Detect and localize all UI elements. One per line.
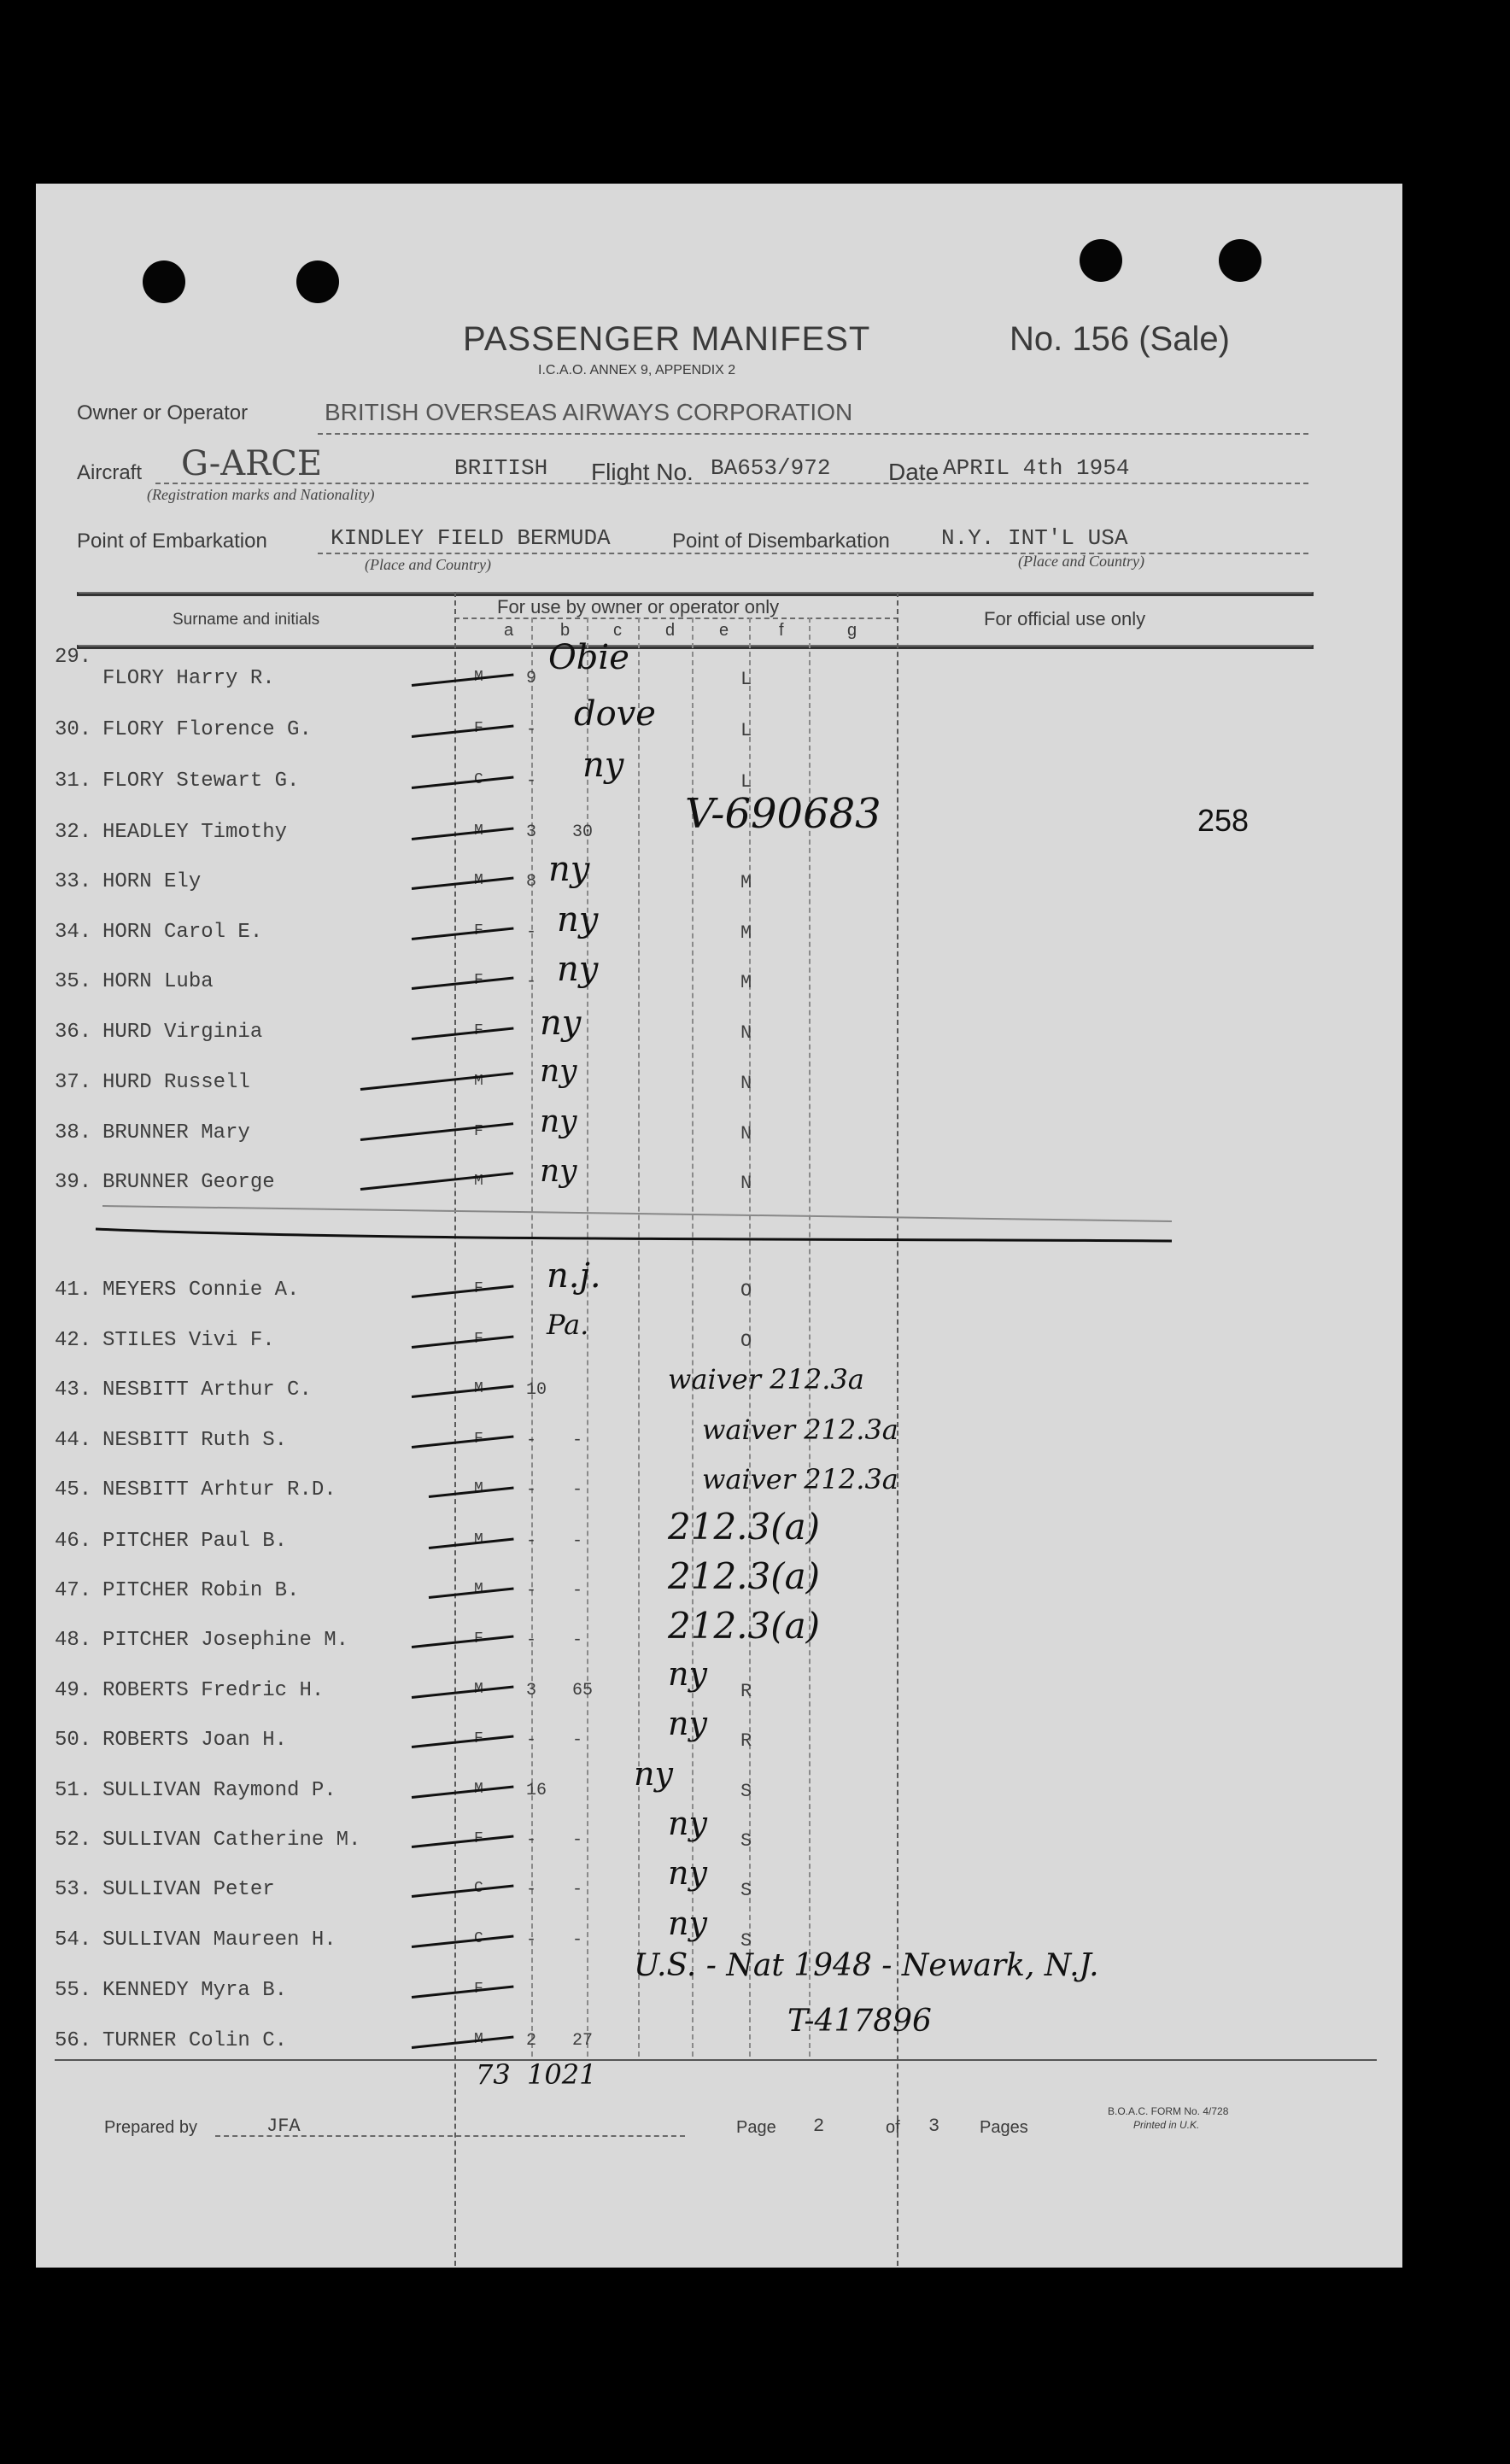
row-number: 39. bbox=[55, 1171, 92, 1194]
handwritten-note: waiver 212.3a bbox=[702, 1413, 898, 1446]
passenger-name: TURNER Colin C. bbox=[102, 2029, 288, 2052]
form-number: B.O.A.C. FORM No. 4/728 bbox=[1108, 2105, 1229, 2117]
sex-code: F bbox=[474, 720, 483, 737]
passenger-name: HORN Luba bbox=[102, 970, 214, 993]
passenger-name: ROBERTS Joan H. bbox=[102, 1729, 288, 1752]
embarkation-label: Point of Embarkation bbox=[77, 530, 267, 553]
of-value: 3 bbox=[928, 2116, 940, 2137]
of-label: of bbox=[886, 2118, 900, 2137]
col-f-value: S bbox=[740, 1930, 752, 1952]
handwritten-note: 212.3(a) bbox=[668, 1506, 821, 1548]
disembarkation-note: (Place and Country) bbox=[1018, 553, 1144, 570]
col-f-value: O bbox=[740, 1331, 752, 1352]
col-b-value: 9 bbox=[526, 669, 537, 688]
sex-code: M bbox=[474, 822, 483, 840]
col-f-value: N bbox=[740, 1022, 752, 1044]
col-b-value: - bbox=[526, 1880, 537, 1899]
col-f-value: R bbox=[740, 1681, 752, 1702]
subcol-letter: g bbox=[847, 621, 857, 640]
row-number: 48. bbox=[55, 1629, 92, 1652]
col-b-value: - bbox=[526, 1480, 537, 1500]
sex-code: M bbox=[474, 1581, 483, 1598]
row-number: 37. bbox=[55, 1071, 92, 1094]
sex-code: F bbox=[474, 1981, 483, 1998]
handwritten-note: 212.3(a) bbox=[668, 1605, 821, 1647]
aircraft-label: Aircraft bbox=[77, 461, 143, 484]
sex-code: F bbox=[474, 1123, 483, 1140]
handwritten-note: n.j. bbox=[547, 1256, 601, 1296]
col-b-value: 2 bbox=[526, 2031, 537, 2051]
row-number: 41. bbox=[55, 1279, 92, 1302]
subcol-letter: c bbox=[613, 621, 622, 640]
prepared-label: Prepared by bbox=[104, 2118, 197, 2137]
row-number: 43. bbox=[55, 1378, 92, 1402]
row-number: 50. bbox=[55, 1729, 92, 1752]
passenger-name: SULLIVAN Raymond P. bbox=[102, 1779, 337, 1802]
col-header-name: Surname and initials bbox=[173, 611, 320, 629]
handwritten-note: Obie bbox=[548, 638, 629, 677]
passenger-name: FLORY Stewart G. bbox=[102, 770, 300, 793]
passenger-name: HEADLEY Timothy bbox=[102, 821, 288, 844]
aircraft-note: (Registration marks and Nationality) bbox=[147, 486, 375, 503]
row-number: 34. bbox=[55, 921, 92, 944]
sex-code: M bbox=[474, 2031, 483, 2048]
col-b-value: - bbox=[526, 1531, 537, 1551]
col-header-official: For official use only bbox=[984, 608, 1146, 629]
col-c-value: - bbox=[572, 1581, 583, 1601]
page-label: Page bbox=[736, 2118, 776, 2137]
passenger-name: SULLIVAN Peter bbox=[102, 1878, 275, 1901]
handwritten-note: ny bbox=[540, 1004, 582, 1043]
col-f-value: O bbox=[740, 1280, 752, 1302]
official-note: 258 bbox=[1197, 803, 1250, 838]
sex-code: F bbox=[474, 1730, 483, 1747]
row-number: 31. bbox=[55, 770, 92, 793]
col-b-value: 3 bbox=[526, 822, 537, 842]
embarkation-value: KINDLEY FIELD BERMUDA bbox=[331, 525, 611, 551]
col-f-value: L bbox=[740, 720, 752, 741]
subcol-letter: f bbox=[779, 621, 784, 640]
row-number: 53. bbox=[55, 1878, 92, 1901]
disembarkation-label: Point of Disembarkation bbox=[672, 530, 890, 553]
disembarkation-value: N.Y. INT'L USA bbox=[941, 525, 1128, 551]
totals-b: 73 bbox=[476, 2058, 511, 2091]
row-number: 29. bbox=[55, 646, 92, 669]
col-b-value: 10 bbox=[526, 1380, 547, 1400]
subcol-letter: d bbox=[665, 621, 676, 640]
passenger-name: SULLIVAN Catherine M. bbox=[102, 1829, 361, 1852]
passenger-name: FLORY Florence G. bbox=[102, 718, 312, 741]
col-b-value: - bbox=[526, 1930, 537, 1950]
col-b-value: 3 bbox=[526, 1681, 537, 1700]
col-f-value: N bbox=[740, 1173, 752, 1194]
row-number: 47. bbox=[55, 1579, 92, 1602]
sex-code: M bbox=[474, 1531, 483, 1548]
col-b-value: 16 bbox=[526, 1781, 547, 1800]
row-number: 44. bbox=[55, 1429, 92, 1452]
col-c-value: 65 bbox=[572, 1681, 594, 1700]
col-b-value: - bbox=[526, 1830, 537, 1850]
handwritten-note: ny bbox=[540, 1154, 577, 1189]
col-b-value: - bbox=[526, 922, 537, 942]
sex-code: M bbox=[474, 1781, 483, 1798]
handwritten-note: ny bbox=[634, 1755, 673, 1793]
passenger-name: HURD Russell bbox=[102, 1071, 250, 1094]
subcol-letter: a bbox=[504, 621, 514, 640]
col-c-value: - bbox=[572, 1880, 583, 1899]
passenger-name: BRUNNER Mary bbox=[102, 1121, 250, 1144]
row-number: 38. bbox=[55, 1121, 92, 1144]
col-b-value: - bbox=[526, 972, 537, 992]
flight-label: Flight No. bbox=[591, 459, 694, 485]
owner-value: BRITISH OVERSEAS AIRWAYS CORPORATION bbox=[325, 399, 853, 425]
owner-label: Owner or Operator bbox=[77, 401, 249, 424]
passenger-name: SULLIVAN Maureen H. bbox=[102, 1928, 337, 1952]
passenger-name: NESBITT Arhtur R.D. bbox=[102, 1478, 337, 1501]
col-f-value: N bbox=[740, 1123, 752, 1144]
col-b-value: 8 bbox=[526, 872, 537, 892]
manifest-sheet bbox=[36, 184, 1402, 2268]
passenger-name: NESBITT Arthur C. bbox=[102, 1378, 312, 1402]
col-b-value: - bbox=[526, 1431, 537, 1450]
passenger-name: HURD Virginia bbox=[102, 1021, 263, 1044]
col-c-value: - bbox=[572, 1930, 583, 1950]
handwritten-note: ny bbox=[668, 1805, 707, 1842]
sex-code: M bbox=[474, 1681, 483, 1698]
handwritten-note: ny bbox=[668, 1905, 707, 1942]
passenger-name: PITCHER Robin B. bbox=[102, 1579, 300, 1602]
date-value: APRIL 4th 1954 bbox=[943, 455, 1130, 481]
pages-label: Pages bbox=[980, 2118, 1028, 2137]
passenger-name: HORN Ely bbox=[102, 870, 202, 893]
page-value: 2 bbox=[813, 2116, 825, 2137]
handwritten-note: Pa. bbox=[547, 1308, 589, 1341]
prepared-rule bbox=[215, 2135, 685, 2137]
row-number: 33. bbox=[55, 870, 92, 893]
prepared-value: JFA bbox=[266, 2116, 301, 2137]
passenger-name: BRUNNER George bbox=[102, 1171, 275, 1194]
col-f-value: N bbox=[740, 1073, 752, 1094]
passenger-name: FLORY Harry R. bbox=[102, 667, 275, 690]
sex-code: M bbox=[474, 669, 483, 686]
sex-code: F bbox=[474, 1431, 483, 1448]
handwritten-note: U.S. - Nat 1948 - Newark, N.J. bbox=[634, 1948, 1099, 1983]
sex-code: F bbox=[474, 1830, 483, 1847]
row-number: 35. bbox=[55, 970, 92, 993]
row-number: 52. bbox=[55, 1829, 92, 1852]
passenger-name: ROBERTS Fredric H. bbox=[102, 1679, 325, 1702]
passenger-name: PITCHER Josephine M. bbox=[102, 1629, 349, 1652]
col-c-value: 30 bbox=[572, 822, 594, 842]
form-subtitle: I.C.A.O. ANNEX 9, APPENDIX 2 bbox=[538, 363, 736, 378]
handwritten-note: V-690683 bbox=[685, 790, 881, 838]
row-number: 56. bbox=[55, 2029, 92, 2052]
row-number: 46. bbox=[55, 1530, 92, 1553]
col-c-value: 27 bbox=[572, 2031, 594, 2051]
col-f-value: M bbox=[740, 922, 752, 944]
handwritten-note: T-417896 bbox=[787, 2004, 932, 2039]
passenger-name: KENNEDY Myra B. bbox=[102, 1979, 288, 2002]
handwritten-note: ny bbox=[582, 746, 624, 785]
sex-code: C bbox=[474, 1880, 483, 1897]
col-b-value: - bbox=[526, 1581, 537, 1601]
separator-stroke bbox=[96, 1229, 1172, 1241]
sex-code: F bbox=[474, 1630, 483, 1648]
subcol-letter: b bbox=[560, 621, 571, 640]
form-title: PASSENGER MANIFEST bbox=[463, 320, 871, 358]
row-number: 32. bbox=[55, 821, 92, 844]
col-c-value: - bbox=[572, 1630, 583, 1650]
passenger-name: NESBITT Ruth S. bbox=[102, 1429, 288, 1452]
manifest-number: No. 156 (Sale) bbox=[1010, 320, 1230, 358]
sex-code: F bbox=[474, 1022, 483, 1039]
row-number: 45. bbox=[55, 1478, 92, 1501]
col-header-owner: For use by owner or operator only bbox=[497, 596, 780, 617]
sex-code: F bbox=[474, 972, 483, 989]
handwritten-note: ny bbox=[540, 1104, 577, 1139]
sex-code: F bbox=[474, 922, 483, 939]
sex-code: M bbox=[474, 1073, 483, 1090]
sex-code: M bbox=[474, 872, 483, 889]
handwritten-note: dove bbox=[574, 694, 656, 734]
passenger-name: MEYERS Connie A. bbox=[102, 1279, 300, 1302]
row-number: 49. bbox=[55, 1679, 92, 1702]
col-f-value: M bbox=[740, 872, 752, 893]
handwritten-note: ny bbox=[548, 850, 590, 889]
handwritten-note: ny bbox=[668, 1854, 707, 1892]
passenger-name: HORN Carol E. bbox=[102, 921, 263, 944]
col-c-value: - bbox=[572, 1730, 583, 1750]
row-number: 30. bbox=[55, 718, 92, 741]
row-number: 42. bbox=[55, 1329, 92, 1352]
col-b-value: - bbox=[526, 720, 537, 740]
handwritten-note: 212.3(a) bbox=[668, 1555, 821, 1597]
handwritten-note: ny bbox=[668, 1655, 707, 1693]
sex-code: F bbox=[474, 1331, 483, 1348]
col-f-value: S bbox=[740, 1830, 752, 1852]
col-b-value: - bbox=[526, 1730, 537, 1750]
aircraft-value: G-ARCE bbox=[181, 444, 323, 483]
col-f-value: L bbox=[740, 771, 752, 793]
embarkation-note: (Place and Country) bbox=[365, 556, 491, 573]
sex-code: M bbox=[474, 1173, 483, 1190]
aircraft-nationality: BRITISH bbox=[454, 455, 548, 481]
date-label: Date bbox=[888, 459, 939, 485]
separator-faint bbox=[102, 1206, 1172, 1221]
col-b-value: - bbox=[526, 1630, 537, 1650]
passenger-name: STILES Vivi F. bbox=[102, 1329, 275, 1352]
sex-code: C bbox=[474, 1930, 483, 1947]
row-number: 54. bbox=[55, 1928, 92, 1952]
passenger-name: PITCHER Paul B. bbox=[102, 1530, 288, 1553]
printed-in: Printed in U.K. bbox=[1133, 2119, 1200, 2131]
ink-strokes bbox=[36, 184, 1402, 2268]
sex-code: F bbox=[474, 1280, 483, 1297]
handwritten-note: waiver 212.3a bbox=[668, 1363, 864, 1396]
handwritten-note: ny bbox=[557, 900, 599, 939]
col-f-value: L bbox=[740, 669, 752, 690]
col-c-value: - bbox=[572, 1480, 583, 1500]
sex-code: M bbox=[474, 1380, 483, 1397]
col-c-value: - bbox=[572, 1830, 583, 1850]
col-b-value: - bbox=[526, 771, 537, 791]
subcol-letter: e bbox=[719, 621, 729, 640]
sex-code: C bbox=[474, 771, 483, 788]
sex-code: M bbox=[474, 1480, 483, 1497]
handwritten-note: ny bbox=[540, 1054, 577, 1089]
flight-value: BA653/972 bbox=[711, 455, 831, 481]
handwritten-note: ny bbox=[668, 1705, 707, 1742]
col-f-value: R bbox=[740, 1730, 752, 1752]
handwritten-note: ny bbox=[557, 950, 599, 989]
handwritten-note: waiver 212.3a bbox=[702, 1463, 898, 1495]
row-number: 36. bbox=[55, 1021, 92, 1044]
col-c-value: - bbox=[572, 1431, 583, 1450]
col-f-value: S bbox=[740, 1880, 752, 1901]
col-f-value: M bbox=[740, 972, 752, 993]
col-f-value: S bbox=[740, 1781, 752, 1802]
row-number: 51. bbox=[55, 1779, 92, 1802]
totals-c: 1021 bbox=[527, 2058, 597, 2091]
row-number: 55. bbox=[55, 1979, 92, 2002]
col-c-value: - bbox=[572, 1531, 583, 1551]
